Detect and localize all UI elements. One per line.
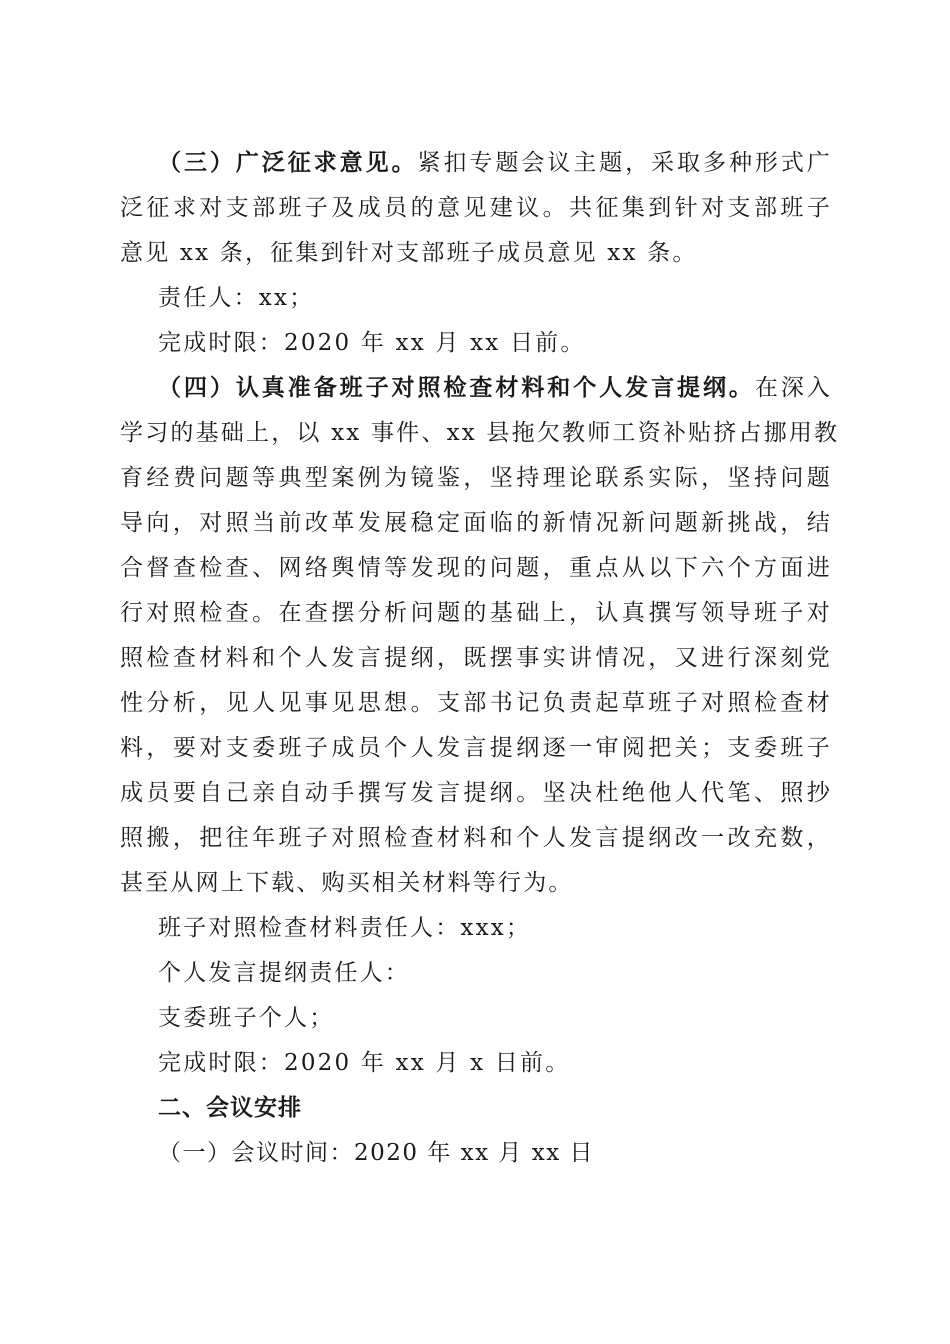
section3-line3: 意见 xx 条，征集到针对支部班子成员意见 xx 条。 [120, 240, 698, 266]
section3-lead: （三）广泛征求意见。 [158, 149, 418, 176]
section4-lead: （四）认真准备班子对照检查材料和个人发言提纲。 [158, 374, 755, 401]
section-heading-meeting-arrangement: 二、会议安排 [158, 1094, 302, 1121]
section4-body-line: 照搬，把往年班子对照检查材料和个人发言提纲改一改充数， [120, 825, 832, 851]
section4-responsible-outline-who: 支委班子个人； [158, 1005, 335, 1031]
section4-body-line: 育经费问题等典型案例为镜鉴，坚持理论联系实际，坚持问题 [120, 465, 832, 491]
section3-line2: 泛征求对支部班子及成员的意见建议。共征集到针对支部班子 [120, 195, 832, 221]
section4-last-line: 甚至从网上下载、购买相关材料等行为。 [120, 870, 574, 896]
section4-deadline: 完成时限：2020 年 xx 月 x 日前。 [158, 1050, 571, 1076]
section4-body-line: 成员要自己亲自动手撰写发言提纲。坚决杜绝他人代笔、照抄 [120, 780, 832, 806]
section3-line1-rest: 紧扣专题会议主题，采取多种形式广 [417, 150, 833, 176]
section4-body-line: 导向，对照当前改革发展稳定面临的新情况新问题新挑战，结 [120, 510, 832, 536]
section4-body-line: 合督查检查、网络舆情等发现的问题，重点从以下六个方面进 [120, 555, 832, 581]
section4-responsible-material: 班子对照检查材料责任人：xxx； [158, 915, 532, 941]
section4-line1-rest: 在深入 [754, 375, 832, 401]
section3-line1 [158, 143, 832, 183]
section3-deadline: 完成时限：2020 年 xx 月 xx 日前。 [158, 330, 586, 356]
section4-line1 [158, 368, 832, 408]
section4-body-line: 料，要对支委班子成员个人发言提纲逐一审阅把关；支委班子 [120, 735, 832, 761]
section4-body-line: 性分析，见人见事见思想。支部书记负责起草班子对照检查材 [120, 690, 832, 716]
section4-body-line: 行对照检查。在查摆分析问题的基础上，认真撰写领导班子对 [120, 600, 832, 626]
meeting-time: （一）会议时间：2020 年 xx 月 xx 日 [158, 1140, 594, 1166]
section3-responsible: 责任人：xx； [158, 285, 315, 311]
section4-body-line: 学习的基础上，以 xx 事件、xx 县拖欠教师工资补贴挤占挪用教 [120, 420, 840, 446]
section4-body-line: 照检查材料和个人发言提纲，既摆事实讲情况，又进行深刻党 [120, 645, 832, 671]
section4-responsible-outline: 个人发言提纲责任人： [158, 960, 410, 986]
